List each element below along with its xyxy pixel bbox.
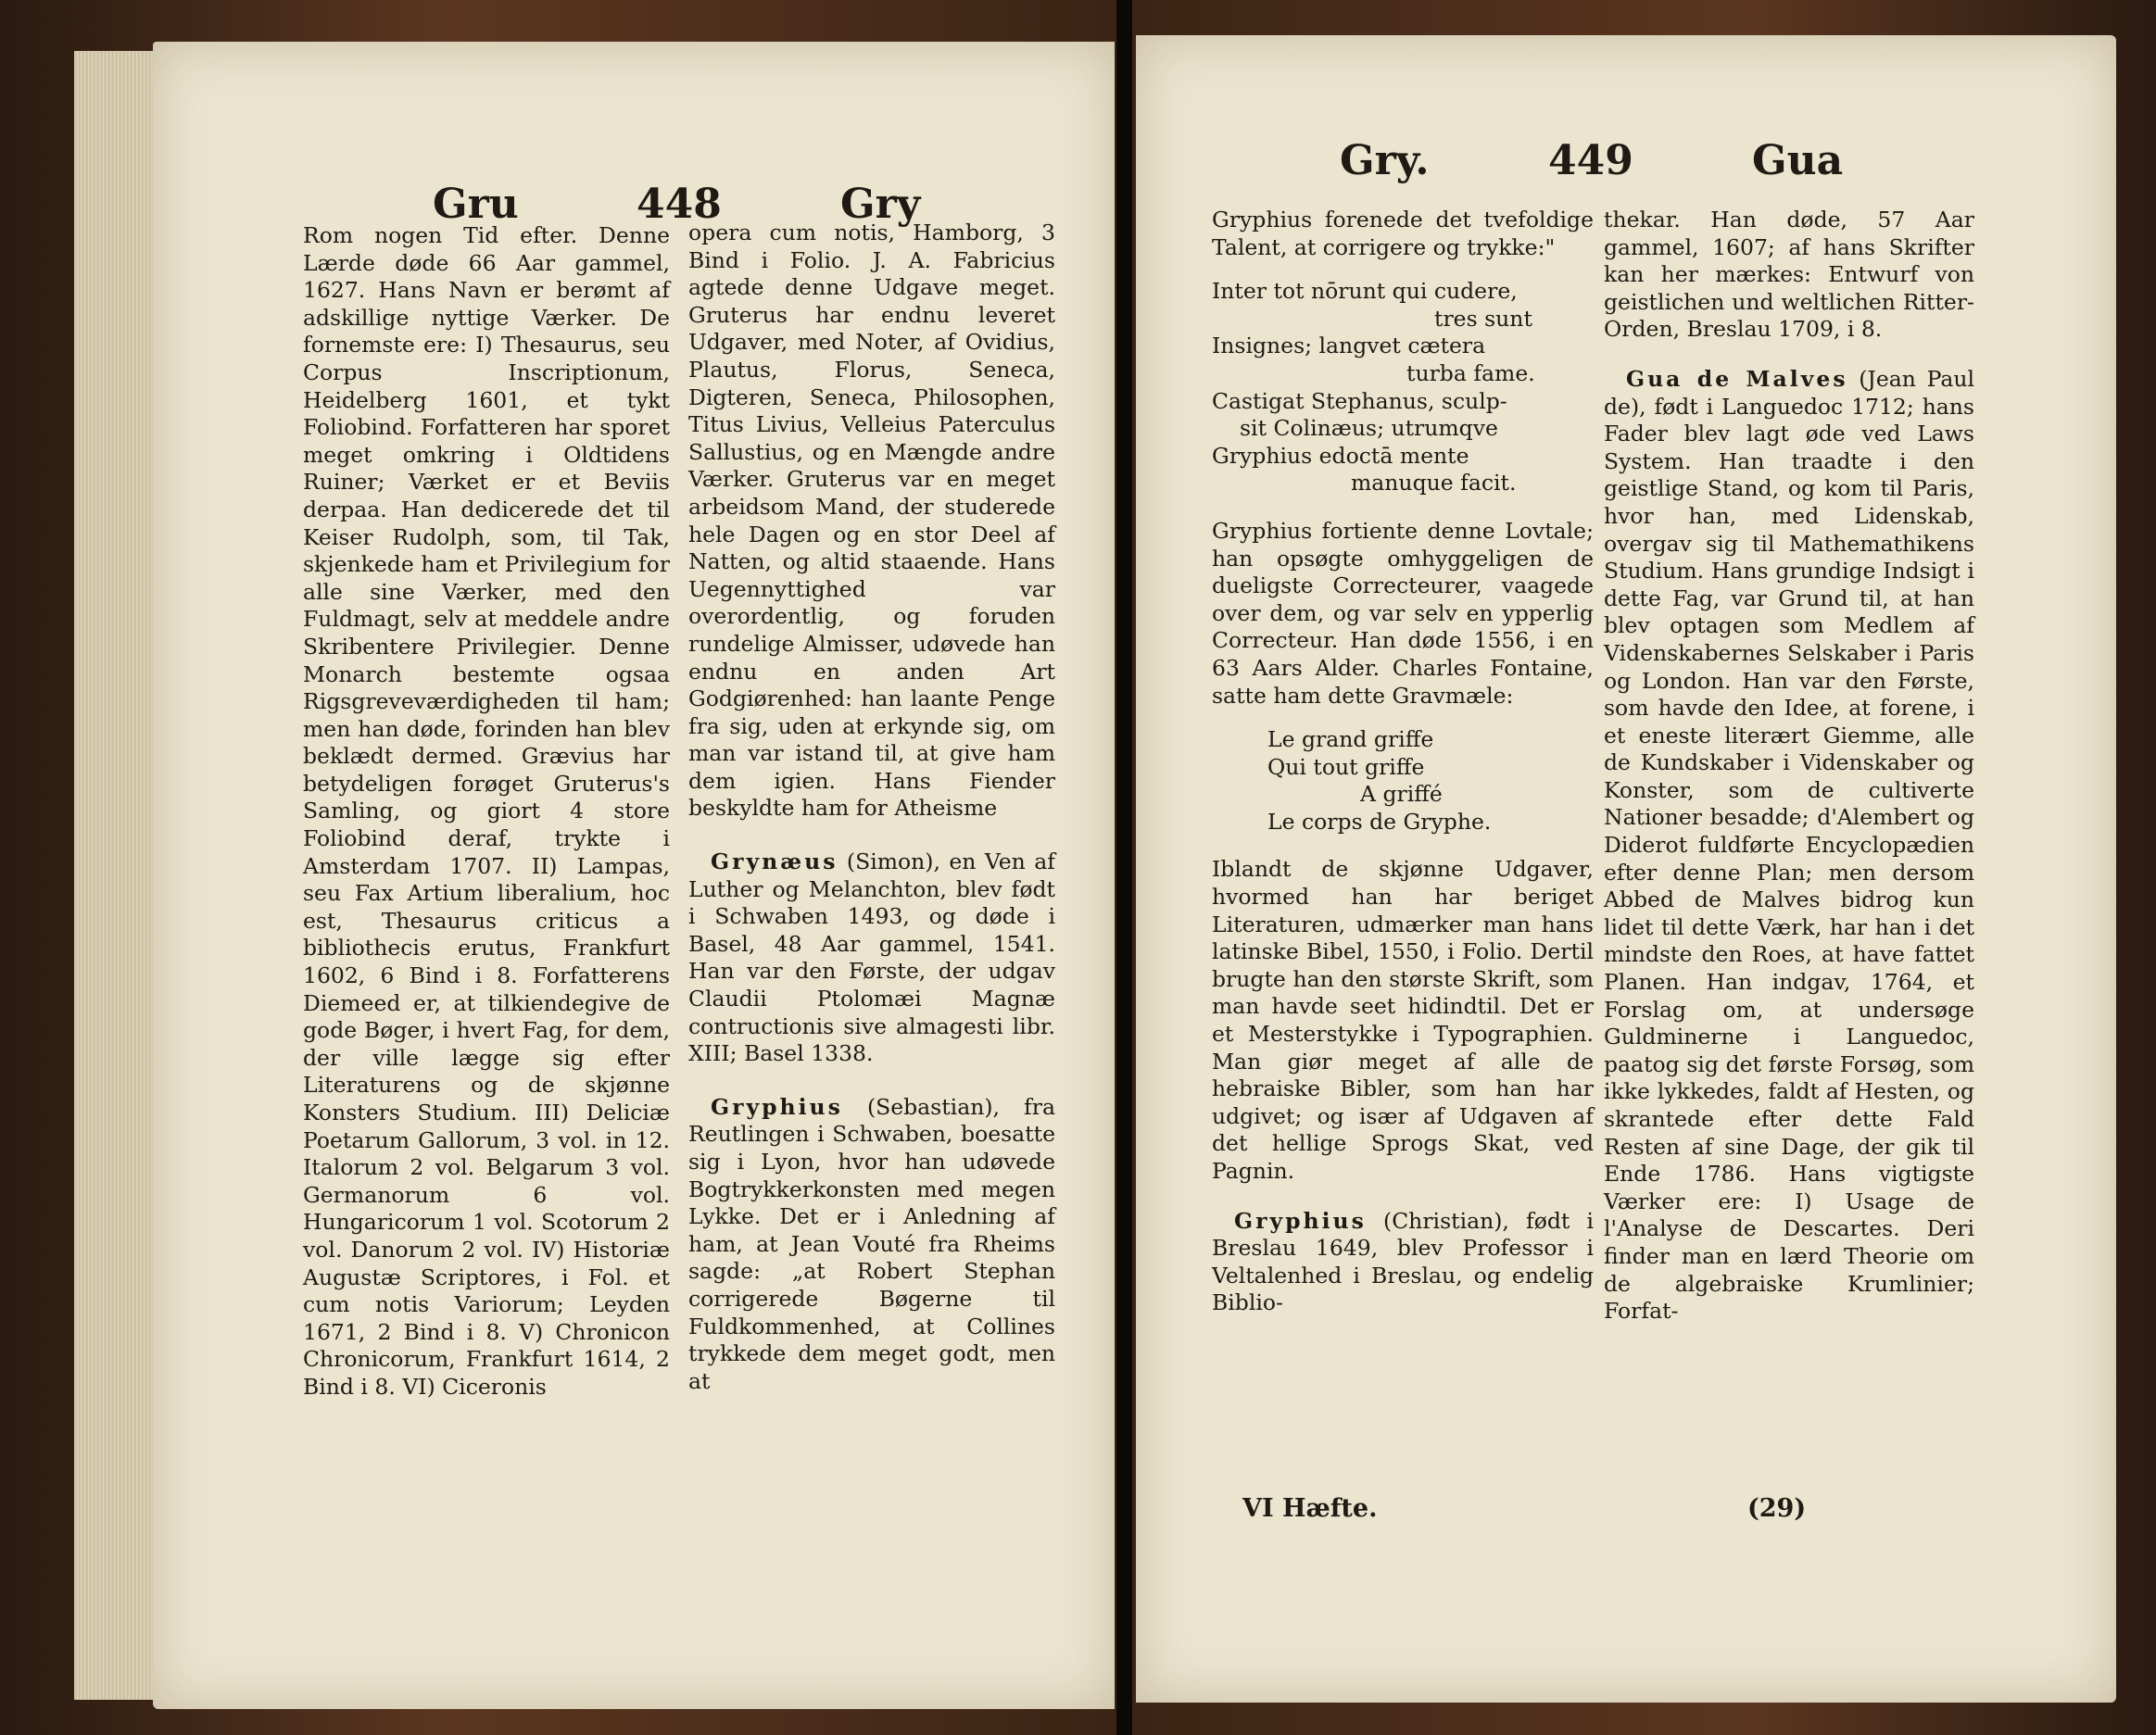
verse-line: Le grand griffe <box>1267 726 1434 753</box>
entry-grynaeus <box>688 849 1055 1068</box>
right-page <box>1136 35 2116 1703</box>
column-2 <box>688 220 1055 1408</box>
entry-text: (Jean Paul de), født i Languedoc 1712; hans Fader blev lagt øde ved Laws System. Han traadte i den geistlige Stand, og kom til Paris, hvor han, med Lidenskab, overgav sig til Mathemathikens Studium. Hans grundige Indsigt i dette Fag, var Grund til, at han blev optagen som Medlem af Videnskabernes Selskaber i Paris og London. Han var den Første, som havde den Idee, at forene, i et eneste literært Giemme, alle de Kundskaber i Videnskaber og Konster, som de cultiverte Nationer besadde; d'Alembert og Diderot fuldførte Encyclopædien efter denne Plan; men dersom Abbed de Malves bidrog kun lidet til dette Værk, har han i det mindste den Roes, at have fattet Planen. Han indgav, 1764, et Forslag om, at undersøge Guldminerne i Languedoc, paatog sig det første Forsøg, som ikke lykkedes, faldt af Hesten, og skrantede efter dette Fald Resten af sine Dage, der gik til Ende 1786. Hans vigtigste Værker ere: I) Usage de l'Analyse de Descartes. Deri finder man en lærd Theorie om de algebraiske Krumlinier; Forfat- <box>1604 365 1974 1325</box>
french-verse <box>1212 726 1594 836</box>
book-gutter <box>1116 0 1132 1735</box>
paragraph: Gryphius fortiente denne Lovtale; han opsøgte omhyggeligen de dueligste Correcteurer, vaagede over dem, og var selv en ypperlig Correcteur. Han døde 1556, i en 63 Aars Alder. Charles Fontaine, satte ham dette Gravmæle: <box>1212 517 1594 709</box>
entry-gryphius-sebastian <box>688 1094 1055 1396</box>
running-head-right: Gua <box>1752 137 1844 184</box>
column-2 <box>1604 207 1974 1339</box>
paragraph: thekar. Han døde, 57 Aar gammel, 1607; af hans Skrifter kan her mærkes: Entwurf von geistlichen und weltlichen Ritter-Orden, Breslau 1709, i 8. <box>1604 207 1974 343</box>
signature-mark: VI Hæfte. <box>1242 1494 1378 1523</box>
left-page <box>153 42 1115 1709</box>
entry-headword: Gryphius <box>711 1093 843 1120</box>
entry-text: (Simon), en Ven af Luther og Melanchton, blev født i Schwaben 1493, og døde i Basel, 48 Aar gammel, 1541. Han var den Første, der udgav Claudii Ptolomæi Magnæ contructionis sive almagesti libr. XIII; Basel 1338. <box>688 849 1055 1067</box>
latin-verse <box>1212 278 1594 497</box>
verse-line: turba fame. <box>1406 359 1535 386</box>
sheet-number: (29) <box>1747 1494 1807 1523</box>
verse-line: A griffé <box>1360 781 1443 808</box>
verse-line: tres sunt <box>1434 305 1532 332</box>
entry-headword: Gryphius <box>1234 1207 1367 1234</box>
entry-text: (Sebastian), fra Reutlingen i Schwaben, boesatte sig i Lyon, hvor han udøvede Bogtrykkerkonsten med megen Lykke. Det er i Anledning af ham, at Jean Vouté fra Rheims sagde: „at Robert Stephan corrigerede Bøgerne til Fuldkommenhed, at Collines trykkede dem meget godt, men at <box>688 1093 1055 1394</box>
verse-line: sit Colinæus; utrumqve <box>1240 415 1498 442</box>
verse-line: Castigat Stephanus, sculp- <box>1212 387 1507 414</box>
page-number: 449 <box>1548 137 1633 184</box>
verse-line: Insignes; langvet cætera <box>1212 333 1486 359</box>
column-1 <box>1212 207 1594 1330</box>
column-1 <box>303 222 670 1414</box>
verse-line: Inter tot nōrunt qui cudere, <box>1212 278 1518 305</box>
entry-headword: Gua de Malves <box>1626 365 1848 392</box>
verse-line: Gryphius edoctā mente <box>1212 442 1469 469</box>
running-head-left: Gry. <box>1340 137 1430 184</box>
paragraph: Rom nogen Tid efter. Denne Lærde døde 66 Aar gammel, 1627. Hans Navn er berømt af adskillige nyttige Værker. De fornemste ere: I) Thesaurus, seu Corpus Inscriptionum, Heidelberg 1601, et tykt Foliobind. Forfatteren har sporet meget omkring i Oldtidens Ruiner; Værket er et Beviis derpaa. Han dedicerede det til Keiser Rudolph, som, til Tak, skjenkede ham et Privilegium for alle sine Værker, med den Fuldmagt, selv at meddele andre Skribentere Privilegier. Denne Monarch bestemte ogsaa Rigsgreveværdigheden til ham; men han døde, forinden han blev beklædt dermed. Grævius har betydeligen forøget Gruterus's Samling, og giort 4 store Foliobind deraf, trykte i Amsterdam 1707. II) Lampas, seu Fax Artium liberalium, hoc est, Thesaurus criticus a bibliothecis erutus, Frankfurt 1602, 6 Bind i 8. Forfatterens Diemeed er, at tilkiendegive de gode Bøger, i hvert Fag, for dem, der ville lægge sig efter Literaturens og de skjønne Konsters Studium. III) Deliciæ Poetarum Gallorum, 3 vol. in 12. Italorum 2 vol. Belgarum 3 vol. Germanorum 6 vol. Hungaricorum 1 vol. Scotorum 2 vol. Danorum 2 vol. IV) Historiæ Augustæ Scriptores, i Fol. et cum notis Variorum; Leyden 1671, 2 Bind i 8. V) Chronicon Chronicorum, Frankfurt 1614, 2 Bind i 8. VI) Ciceronis <box>303 222 670 1400</box>
page-edges <box>74 51 158 1700</box>
entry-headword: Grynæus <box>711 849 838 875</box>
entry-text: (Christian), født i Breslau 1649, blev Professor i Veltalenhed i Breslau, og endelig Biblio- <box>1212 1207 1594 1316</box>
verse-line: Qui tout griffe <box>1267 753 1425 780</box>
paragraph: Gryphius forenede det tvefoldige Talent, at corrigere og trykke:" <box>1212 207 1594 260</box>
paragraph: opera cum notis, Hamborg, 3 Bind i Folio. J. A. Fabricius agtede denne Udgave meget. Gruterus har endnu leveret Udgaver, med Noter, af Ovidius, Plautus, Florus, Seneca, Digteren, Seneca, Philosophen, Titus Livius, Velleius Paterculus Sallustius, og en Mængde andre Værker. Gruterus var en meget arbeidsom Mand, der studerede hele Dagen og en stor Deel af Natten, og altid staaende. Hans Uegennyttighed var overordentlig, og foruden rundelige Almisser, udøvede han endnu en anden Art Godgiørenhed: han laante Penge fra sig, uden at erkynde sig, om man var istand til, at give ham dem igien. Hans Fiender beskyldte ham for Atheisme <box>688 220 1055 822</box>
paragraph: Iblandt de skjønne Udgaver, hvormed han har beriget Literaturen, udmærker man hans latinske Bibel, 1550, i Folio. Dertil brugte han den største Skrift, som man havde seet hidindtil. Det er et Mesterstykke i Typographien. Man giør meget af alle de hebraiske Bibler, som han har udgivet; og især af Udgaven af det hellige Sprogs Skat, ved Pagnin. <box>1212 856 1594 1184</box>
running-head-left: Gru <box>433 181 519 228</box>
entry-gryphius-christian <box>1212 1208 1594 1317</box>
entry-gua-de-malves <box>1604 366 1974 1326</box>
verse-line: manuque facit. <box>1351 470 1517 497</box>
verse-line: Le corps de Gryphe. <box>1267 808 1492 835</box>
page-number: 448 <box>637 181 722 228</box>
running-head-right: Gry <box>840 181 921 228</box>
